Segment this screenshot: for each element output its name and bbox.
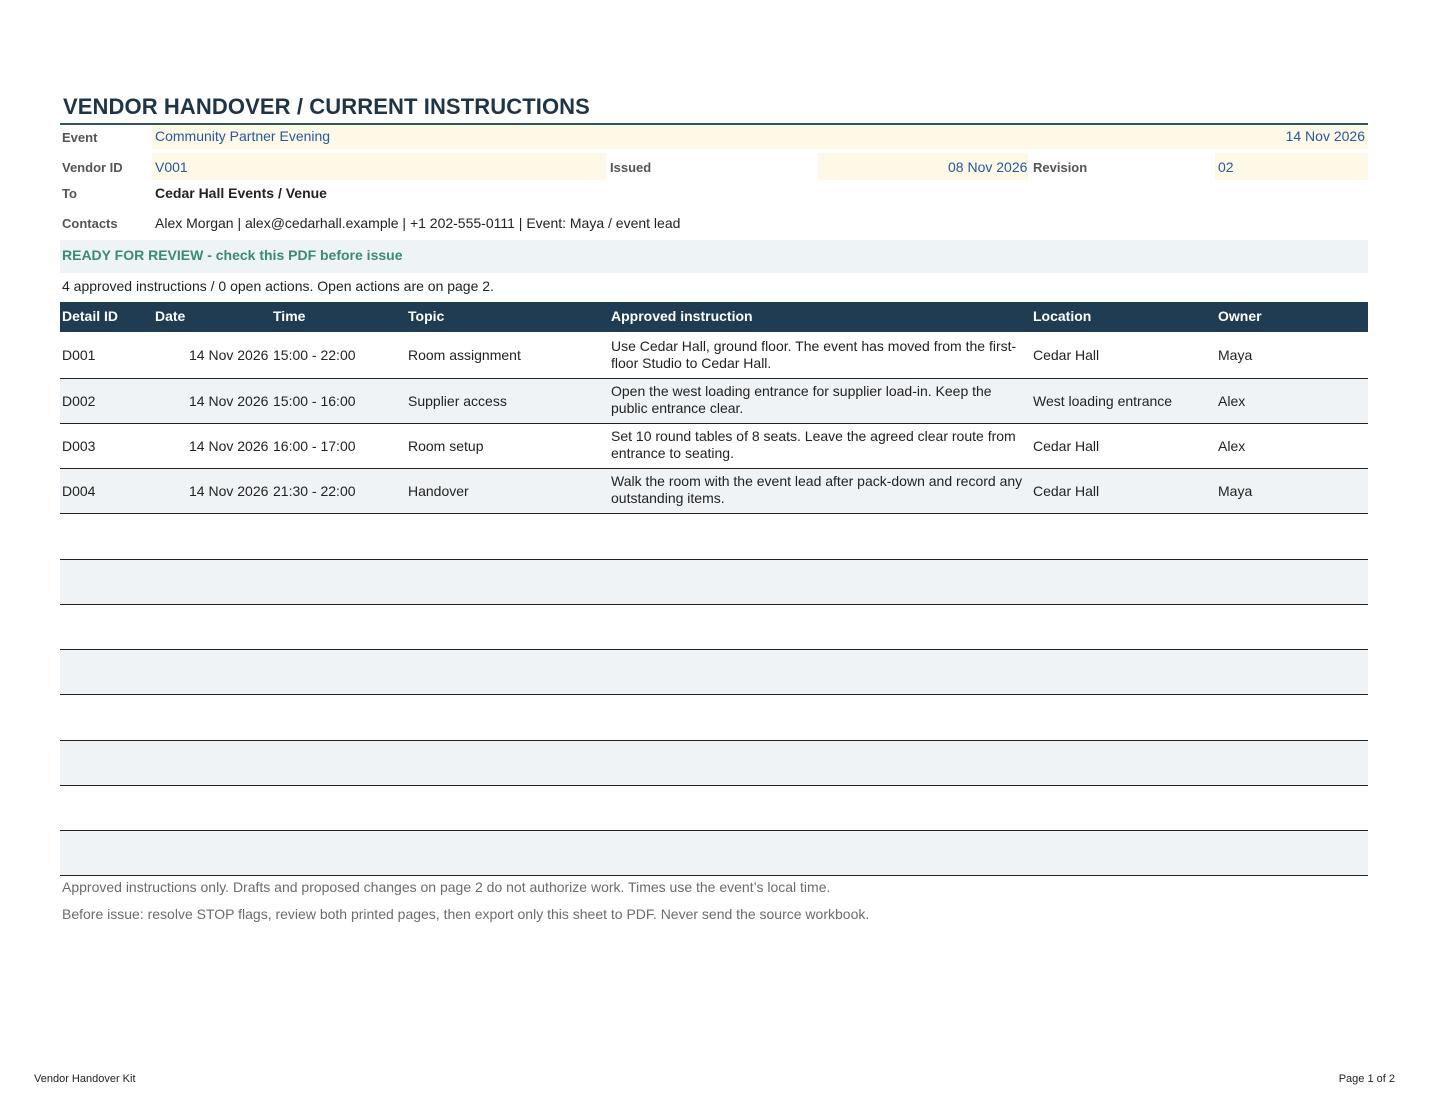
event-label: Event	[62, 130, 98, 145]
empty-table-row	[60, 514, 1368, 560]
row-4-owner: Maya	[1218, 483, 1253, 499]
summary-text: 4 approved instructions / 0 open actions. Open actions are on page 2.	[62, 278, 494, 294]
page-title: VENDOR HANDOVER / CURRENT INSTRUCTIONS	[63, 94, 590, 119]
revision-field	[1215, 153, 1368, 180]
event-value: Community Partner Evening	[155, 128, 331, 144]
event-value-field	[152, 125, 1368, 149]
status-banner-text: READY FOR REVIEW - check this PDF before issue	[62, 247, 403, 263]
vendor-id-label: Vendor ID	[62, 160, 123, 175]
empty-table-row	[60, 695, 1368, 741]
vendor-id-field	[152, 153, 606, 180]
row-4-instruction: Walk the room with the event lead after pack-down and record any outstanding items.	[611, 473, 1023, 506]
row-1-id: D001	[62, 347, 96, 363]
row-1-date: 14 Nov 2026	[189, 347, 269, 363]
row-4-topic: Handover	[408, 483, 469, 499]
vendor-id-value: V001	[155, 159, 188, 175]
contacts-value: Alex Morgan | alex@cedarhall.example | +1 202-555-0111 | Event: Maya / event lead	[155, 215, 681, 231]
header-time: Time	[273, 308, 306, 324]
row-3-time: 16:00 - 17:00	[273, 438, 356, 454]
row-2-location: West loading entrance	[1033, 393, 1173, 409]
empty-table-row	[60, 560, 1368, 605]
row-2-topic: Supplier access	[408, 393, 507, 409]
header-owner: Owner	[1218, 308, 1262, 324]
row-3-date: 14 Nov 2026	[189, 438, 269, 454]
row-3-id: D003	[62, 438, 96, 454]
row-2-owner: Alex	[1218, 393, 1246, 409]
footer-left: Vendor Handover Kit	[34, 1073, 136, 1085]
header-location: Location	[1033, 308, 1092, 324]
row-2-time: 15:00 - 16:00	[273, 393, 356, 409]
row-4-location: Cedar Hall	[1033, 483, 1100, 499]
row-4-date: 14 Nov 2026	[189, 483, 269, 499]
event-date: 14 Nov 2026	[1285, 128, 1365, 144]
row-1-topic: Room assignment	[408, 347, 521, 363]
revision-label: Revision	[1033, 160, 1088, 175]
row-3-instruction: Set 10 round tables of 8 seats. Leave the agreed clear route from entrance to seating.	[611, 428, 1016, 461]
header-date: Date	[155, 308, 186, 324]
row-3-topic: Room setup	[408, 438, 484, 454]
row-4-time: 21:30 - 22:00	[273, 483, 356, 499]
note-approved-only: Approved instructions only. Drafts and proposed changes on page 2 do not authorize work. Times use the event’s local time.	[62, 879, 831, 895]
empty-table-row	[60, 650, 1368, 695]
empty-table-row	[60, 831, 1368, 876]
row-1-time: 15:00 - 22:00	[273, 347, 356, 363]
row-1-instruction: Use Cedar Hall, ground floor. The event has moved from the first-floor Studio to Cedar Hall.	[611, 338, 1017, 371]
empty-table-row	[60, 786, 1368, 831]
row-2-instruction: Open the west loading entrance for supplier load-in. Keep the public entrance clear.	[611, 383, 992, 416]
to-value: Cedar Hall Events / Venue	[155, 185, 327, 201]
row-4-id: D004	[62, 483, 96, 499]
header-detail-id: Detail ID	[62, 308, 119, 324]
contacts-label: Contacts	[62, 216, 118, 231]
row-2-id: D002	[62, 393, 96, 409]
row-3-location: Cedar Hall	[1033, 438, 1100, 454]
revision-value: 02	[1218, 159, 1234, 175]
header-topic: Topic	[408, 308, 445, 324]
to-label: To	[62, 186, 77, 201]
row-1-location: Cedar Hall	[1033, 347, 1100, 363]
row-2-date: 14 Nov 2026	[189, 393, 269, 409]
row-1-owner: Maya	[1218, 347, 1253, 363]
issued-value: 08 Nov 2026	[948, 159, 1028, 175]
row-3-owner: Alex	[1218, 438, 1246, 454]
page-number: Page 1 of 2	[1338, 1073, 1395, 1085]
issued-label: Issued	[610, 160, 652, 175]
note-before-issue: Before issue: resolve STOP flags, review both printed pages, then export only this sheet to PDF. Never send the source workbook.	[62, 906, 870, 922]
header-instruction: Approved instruction	[611, 308, 753, 324]
empty-table-row	[60, 605, 1368, 650]
empty-table-row	[60, 741, 1368, 786]
